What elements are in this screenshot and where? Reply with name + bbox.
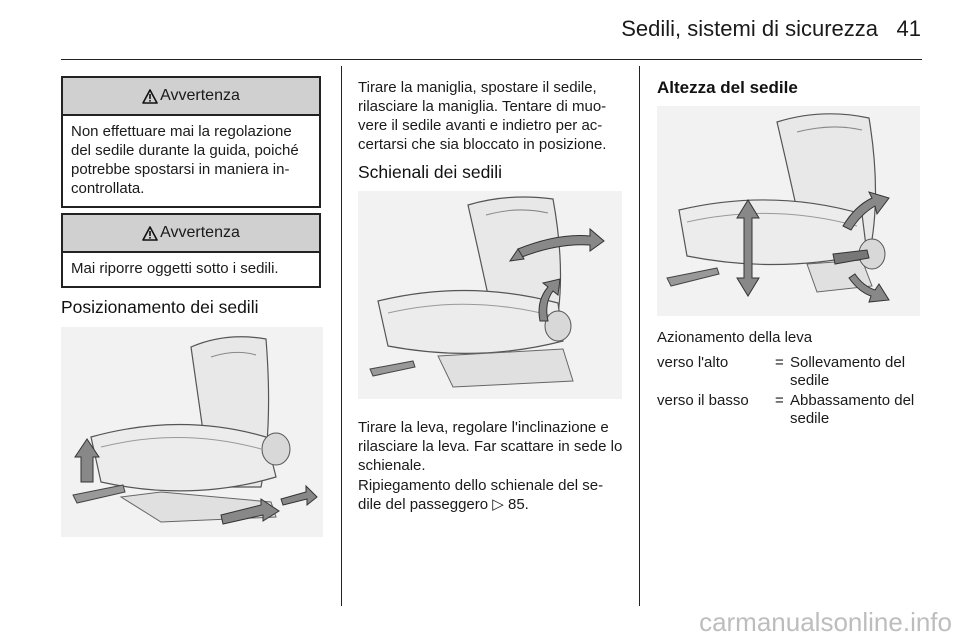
table-row [657, 354, 922, 390]
header-rule [61, 59, 922, 60]
seat-height-figure [657, 106, 920, 316]
lever-direction: verso l'alto [657, 354, 729, 371]
heading-seat-height: Altezza del sedile [657, 78, 798, 97]
heading-seat-backrests: Schienali dei sedili [358, 162, 502, 182]
heading-seat-positioning: Posizionamento dei sedili [61, 297, 259, 317]
warning-box-1 [61, 76, 321, 208]
page-reference-icon: ▷ [492, 496, 504, 513]
warning-header [63, 215, 319, 253]
warning-box-2 [61, 213, 321, 288]
warning-triangle-icon [142, 89, 158, 104]
warning-text: Mai riporre oggetti sotto i sedili. [71, 260, 279, 277]
positioning-instructions: Tirare la maniglia, spostare il sedile, rilasciare la maniglia. Tentare di muo-vere il sedile avanti e indietro per ac-certarsi che sia bloccato in posizione. [358, 79, 607, 153]
backrest-adjust-text: Tirare la leva, regolare l'inclinazione e rilasciare la leva. Far scattare in sede lo schienale. [358, 419, 623, 474]
warning-triangle-icon [142, 226, 158, 241]
lever-action-table [657, 354, 922, 430]
seat-backrest-figure [358, 191, 622, 399]
warning-text: Non effettuare mai la regolazione del sedile durante la guida, poiché potrebbe spostarsi in maniera in-controllata. [71, 123, 299, 197]
warning-label: Avvertenza [160, 87, 240, 104]
seat-positioning-figure [61, 327, 323, 537]
warning-header [63, 78, 319, 116]
equals-sign: = [775, 354, 784, 371]
page-number: 41 [896, 16, 921, 41]
equals-sign: = [775, 392, 784, 409]
watermark: carmanualsonline.info [699, 607, 952, 637]
lever-direction: verso il basso [657, 392, 749, 409]
warning-label: Avvertenza [160, 224, 240, 241]
lever-effect: Abbassamento del sedile [790, 392, 915, 427]
column-divider-right [639, 66, 640, 606]
page-reference-link[interactable]: 85. [507, 496, 529, 513]
backrest-fold-text [358, 476, 626, 514]
lever-caption: Azionamento della leva [657, 329, 813, 346]
page-header-title: Sedili, sistemi di sicurezza [621, 16, 878, 41]
backrest-fold-label: Ripiegamento dello schienale del se-dile del passeggero [358, 477, 604, 513]
table-row [657, 392, 922, 428]
column-divider-left [341, 66, 342, 606]
lever-effect: Sollevamento del sedile [790, 354, 906, 389]
